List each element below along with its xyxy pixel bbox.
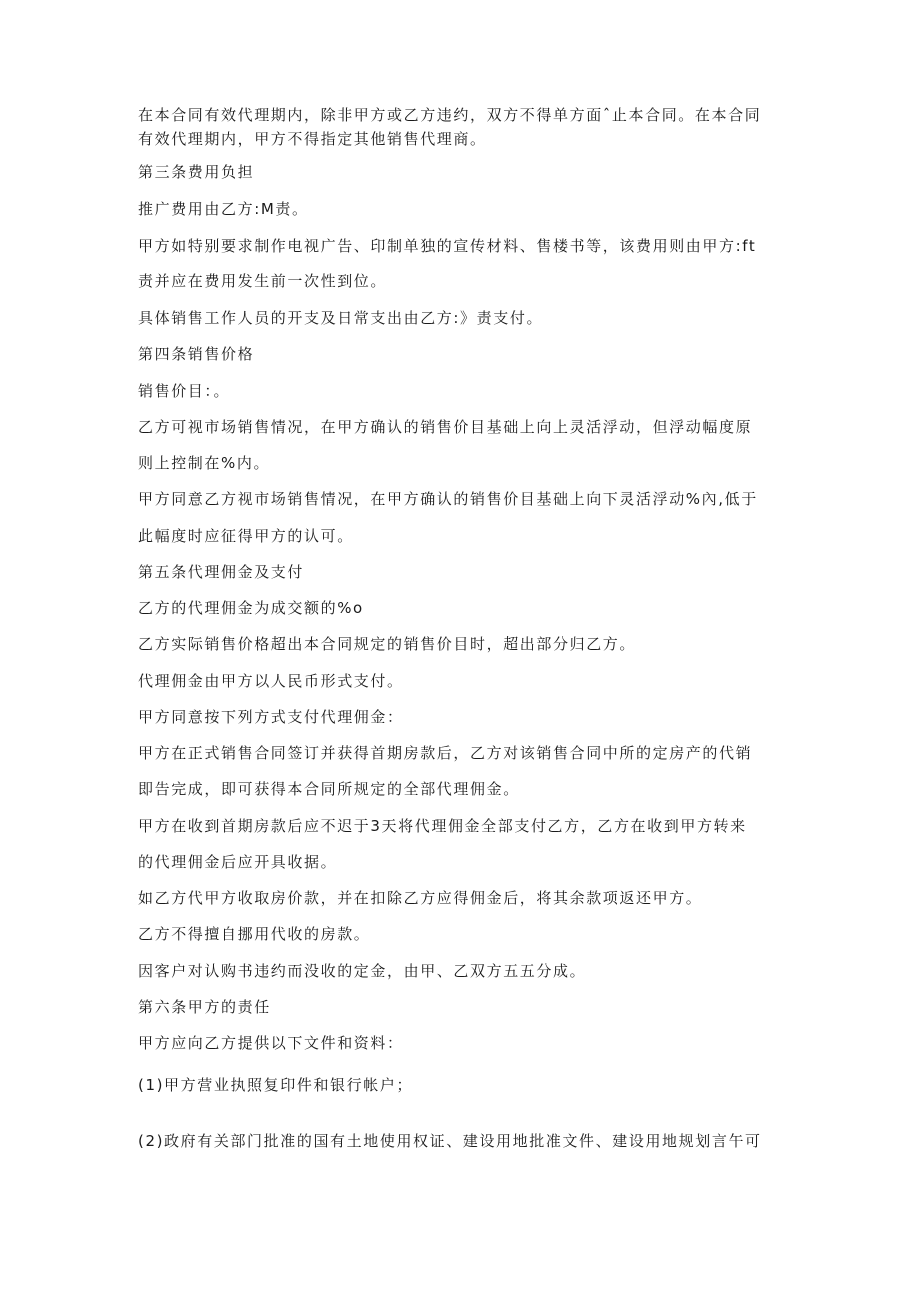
text-line: 甲方如特别要求制作电视广告、印制单独的宣传材料、售楼书等，该费用则由甲方:ft [138,237,757,255]
text-line: 甲方同意按下列方式支付代理佣金： [138,708,404,726]
text-line: 如乙方代甲方收取房价款，并在扣除乙方应得佣金后，将其余款项返还甲方。 [138,889,703,907]
text-line: 乙方不得擅自挪用代收的房款。 [138,925,371,943]
text-line: 在本合同有效代理期内，除非甲方或乙方违约，双方不得单方面ˆ止本合同。在本合同 [138,106,762,124]
text-line: 销售价目：。 [138,382,231,400]
text-line: 乙方的代理佣金为成交额的%o [138,599,364,617]
list-item-1: (1)甲方营业执照复印件和银行帐户； [138,1076,414,1094]
text-line: 责并应在费用发生前一次性到位。 [138,272,388,290]
text-line: 此幅度时应征得甲方的认可。 [138,527,354,545]
text-line: 甲方在收到首期房款后应不迟于3天将代理佣金全部支付乙方，乙方在收到甲方转来 [138,817,747,835]
text-line: 有效代理期内，甲方不得指定其他销售代理商。 [138,130,487,148]
text-line: 具体销售工作人员的开支及日常支出由乙方:》责支付。 [138,309,544,327]
section-heading-4: 第四条销售价格 [138,345,255,363]
section-heading-6: 第六条甲方的责任 [138,998,271,1016]
text-line: 则上控制在%内。 [138,454,271,472]
text-line: 甲方应向乙方提供以下文件和资料： [138,1034,404,1052]
text-line: 乙方可视市场销售情况，在甲方确认的销售价目基础上向上灵活浮动，但浮动幅度原 [138,418,753,436]
text-line: 代理佣金由甲方以人民币形式支付。 [138,672,404,690]
text-line: 甲方在正式销售合同签订并获得首期房款后，乙方对该销售合同中所的定房产的代销 [138,744,753,762]
text-line: 甲方同意乙方视市场销售情况，在甲方确认的销售价目基础上向下灵活浮动%內,低于 [138,490,758,508]
text-line: 乙方实际销售价格超出本合同规定的销售价目时，超出部分归乙方。 [138,635,637,653]
text-line: 的代理佣金后应开具收据。 [138,853,338,871]
text-line: 即告完成，即可获得本合同所规定的全部代理佣金。 [138,780,520,798]
section-heading-3: 第三条费用负担 [138,163,255,181]
text-line: 因客户对认购书违约而没收的定金，由甲、乙双方五五分成。 [138,962,587,980]
list-item-2: (2)政府有关部门批准的国有土地使用权证、建设用地批准文件、建设用地规划言午可 [138,1132,762,1150]
section-heading-5: 第五条代理佣金及支付 [138,563,305,581]
text-line: 推广费用由乙方:M责。 [138,200,309,218]
